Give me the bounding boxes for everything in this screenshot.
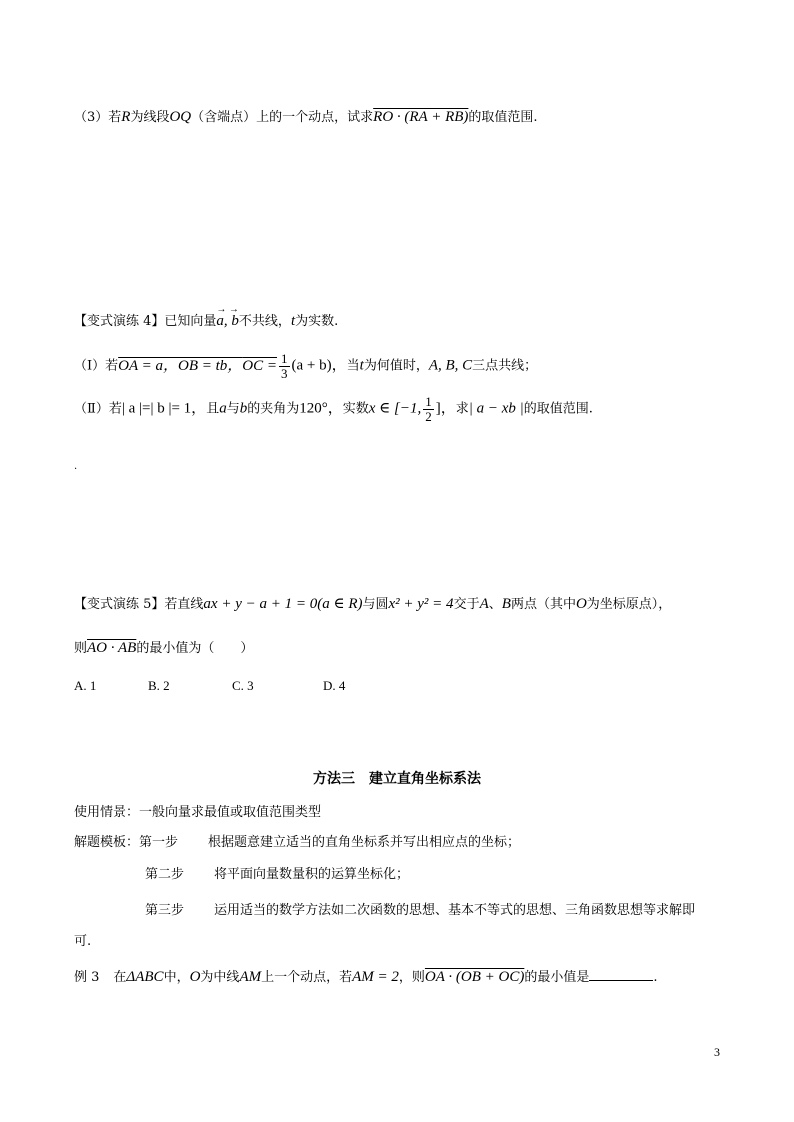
ex5-text: 则 [74, 641, 88, 656]
step2-text: 将平面向量数量积的运算坐标化； [214, 867, 410, 882]
ex4-text: 已知向量 [164, 314, 217, 329]
triangle-abc: ΔABC [126, 969, 164, 985]
method3-scene: 使用情景：一般向量求最值或取值范围类型 [74, 805, 322, 820]
part1-label: （Ⅰ）若 [74, 358, 119, 374]
example3-label: 例 3 [74, 970, 100, 985]
ex5-text: 与圆 [362, 597, 389, 612]
example3-text: 在 [113, 970, 127, 985]
ob-def: OB = tb， [178, 357, 243, 374]
stray-dot: . [74, 461, 78, 472]
example3-text: ，则 [398, 970, 425, 985]
x-interval: x ∈ [−1, [368, 400, 422, 417]
example3-line [74, 968, 658, 985]
option-d: D. 4 [323, 678, 346, 693]
option-c: C. 3 [232, 678, 254, 693]
q3-text: 的取值范围. [468, 110, 538, 125]
ex4-part1 [74, 352, 537, 380]
modulus-condition: | a |=| b |= 1， [121, 400, 207, 417]
ao-ab-expression: AO · AB [87, 640, 137, 656]
example3-text: 的最小值是 [524, 970, 590, 985]
q3-line [74, 110, 538, 125]
ex4-text: 三点共线； [472, 358, 538, 374]
ex5-line1 [74, 597, 671, 612]
ex4-text: 实数 [342, 401, 369, 417]
ex4-text: 为实数. [295, 314, 339, 329]
ex5-text: 、 [488, 597, 502, 612]
vec-b: b [239, 400, 248, 417]
vectors-ab: → → a, b [216, 304, 239, 329]
method3-step1 [74, 836, 520, 849]
ex5-text: 为坐标原点）， [586, 597, 672, 612]
step1-text: 根据题意建立适当的直角坐标系并写出相应点的坐标； [208, 835, 521, 850]
step3-label: 第三步 [145, 903, 185, 918]
ex5-text: 若直线 [164, 597, 204, 612]
x-interval-end: ]， [435, 400, 456, 417]
ex4-text: 的夹角为 [247, 401, 300, 417]
ex4-title: 【变式演练 4】 [74, 314, 165, 329]
var-t: t [290, 313, 296, 329]
oc-lhs: OC = [242, 357, 278, 374]
abs-expression: | a − xb | [468, 400, 524, 417]
var-t: t [359, 357, 364, 374]
example3-text: 上一个动点，若 [261, 970, 353, 985]
point-A: A [479, 596, 489, 612]
oa-def: OA = a， [118, 357, 178, 374]
method3-step2 [145, 868, 409, 881]
vec-a: a [219, 400, 227, 417]
point-O: O [189, 969, 201, 985]
fraction-one-third: $\frac{1}{3}$ [281, 351, 288, 381]
ex4-title-line [74, 304, 339, 329]
ex5-text: 两点（其中 [510, 597, 576, 612]
option-a: A. 1 [74, 678, 97, 693]
ex4-text: 当 [346, 358, 360, 374]
step3-text: 运用适当的数学方法如二次函数的思想、基本不等式的思想、三角函数思想等求解即 [214, 903, 696, 918]
points-abc: A, B, C [428, 357, 473, 374]
example3-text: 中， [163, 970, 190, 985]
median-AM: AM [239, 969, 262, 985]
var-R: R [121, 109, 131, 125]
ex5-text: 的最小值为（ ） [136, 641, 254, 656]
method3-heading: 方法三 建立直角坐标系法 [313, 771, 481, 787]
step1-label: 第一步 [139, 835, 179, 850]
ex4-text: 求 [455, 401, 469, 417]
ex4-text: 与 [226, 401, 240, 417]
q3-text: （含端点）上的一个动点，试求 [191, 110, 374, 125]
q3-text: 为线段 [130, 110, 170, 125]
oc-rhs: (a + b)， [291, 357, 347, 374]
method3-step3 [145, 904, 695, 917]
point-B: B [501, 596, 511, 612]
ex5-line2 [74, 641, 253, 656]
ex4-part2 [74, 395, 593, 423]
option-b: B. 2 [148, 678, 170, 693]
line-equation: ax + y − a + 1 = 0(a ∈ R) [203, 596, 363, 612]
ex5-title: 【变式演练 5】 [74, 597, 165, 612]
ex4-text: 的取值范围. [523, 401, 593, 417]
q3-expression: RO · (RA + RB) [373, 109, 469, 125]
example3-text: . [653, 970, 658, 985]
q3-text: （3）若 [74, 110, 122, 125]
angle-value: 120°， [299, 400, 343, 417]
answer-blank[interactable] [589, 968, 653, 981]
ex4-text: 且 [206, 401, 220, 417]
step2-label: 第二步 [145, 867, 185, 882]
part2-label: （Ⅱ）若 [74, 401, 122, 417]
oa-expression: OA · (OB + OC) [424, 969, 525, 985]
circle-equation: x² + y² = 4 [388, 596, 454, 612]
method3-step3-cont: 可. [74, 934, 92, 949]
am-condition: AM = 2 [352, 969, 399, 985]
template-label: 解题模板： [74, 835, 140, 850]
example3-text: 为中线 [200, 970, 240, 985]
ex4-text: 为何值时， [363, 358, 429, 374]
page-number: 3 [714, 1045, 720, 1059]
ex4-text: 不共线， [238, 314, 291, 329]
point-O: O [575, 596, 587, 612]
segment-OQ: OQ [169, 109, 192, 125]
ex5-text: 交于 [453, 597, 480, 612]
fraction-one-half: $\frac{1}{2}$ [425, 394, 432, 424]
